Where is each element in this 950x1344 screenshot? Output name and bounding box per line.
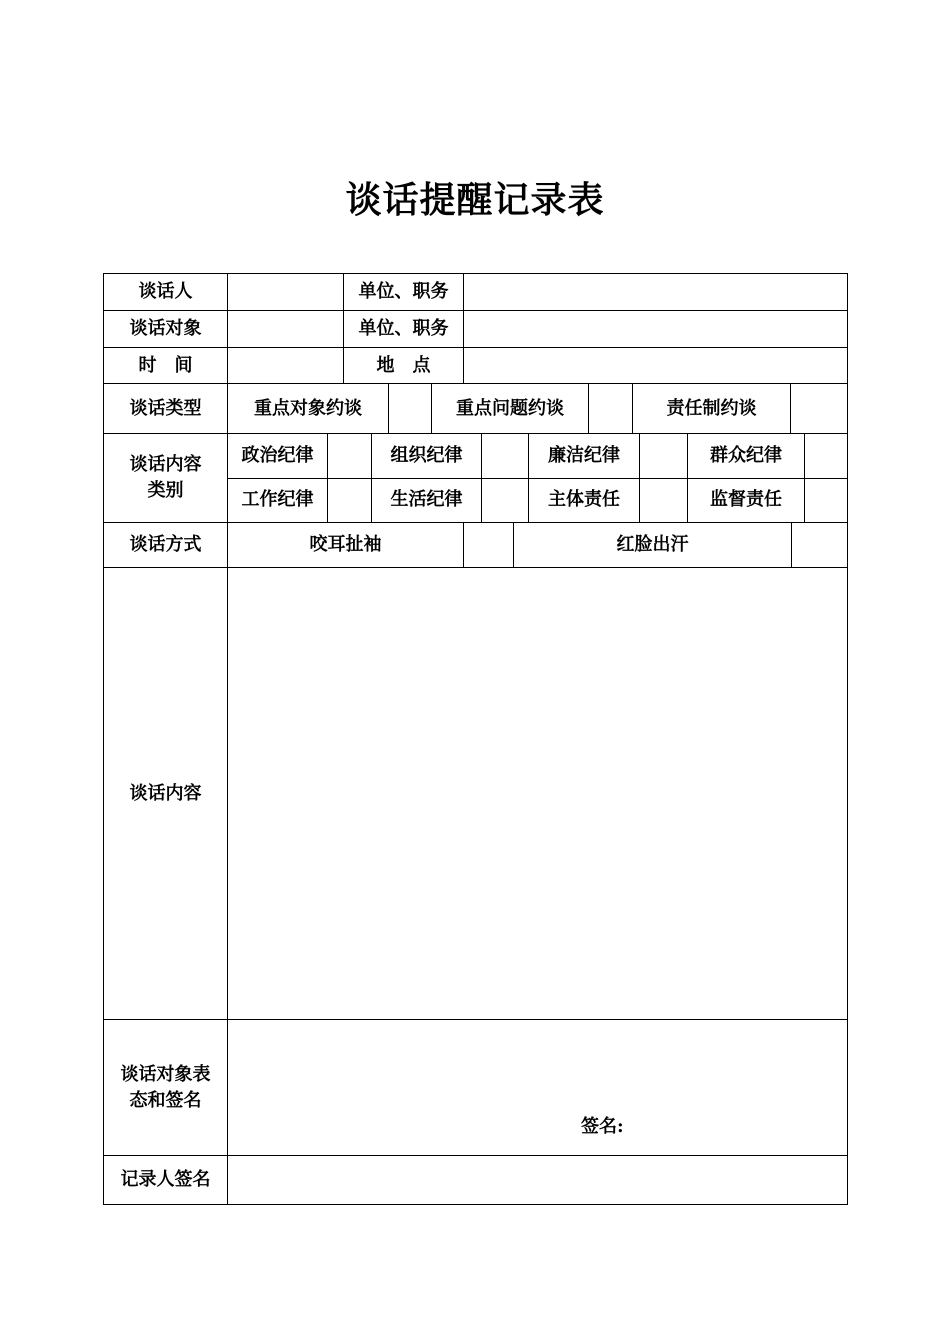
talk-type-option: 重点对象约谈	[228, 384, 389, 434]
category-checkbox[interactable]	[805, 479, 848, 524]
category-option: 监督责任	[688, 479, 805, 524]
statement-field[interactable]	[228, 1020, 848, 1156]
category-checkbox[interactable]	[482, 479, 529, 524]
statement-label-text: 谈话对象表态和签名	[120, 1063, 211, 1111]
category-checkbox[interactable]	[640, 434, 688, 479]
talker-field[interactable]	[228, 274, 344, 311]
talk-method-option: 咬耳扯袖	[228, 523, 464, 568]
place-field[interactable]	[464, 348, 848, 384]
talk-type-label: 谈话类型	[104, 384, 228, 434]
content-category-label	[104, 434, 228, 523]
form-title: 谈话提醒记录表	[345, 180, 605, 221]
talker-unit-field[interactable]	[464, 274, 848, 311]
recorder-signature-field[interactable]	[228, 1156, 848, 1205]
row-time-place	[104, 348, 848, 384]
record-table	[103, 273, 848, 1205]
time-field[interactable]	[228, 348, 344, 384]
category-checkbox[interactable]	[482, 434, 529, 479]
category-checkbox[interactable]	[640, 479, 688, 524]
talk-type-checkbox[interactable]	[589, 384, 633, 434]
row-recorder	[104, 1156, 848, 1205]
category-checkbox[interactable]	[805, 434, 848, 479]
row-statement	[104, 1020, 848, 1156]
category-option: 廉洁纪律	[529, 434, 640, 479]
category-option: 工作纪律	[228, 479, 328, 524]
talker-label: 谈话人	[104, 274, 228, 311]
row-talk-content	[104, 568, 848, 1020]
talk-type-option: 责任制约谈	[633, 384, 791, 434]
category-option: 组织纪律	[372, 434, 482, 479]
target-label: 谈话对象	[104, 311, 228, 348]
talker-unit-label: 单位、职务	[344, 274, 464, 311]
talk-type-option: 重点问题约谈	[432, 384, 589, 434]
talk-method-checkbox[interactable]	[464, 523, 514, 568]
content-category-label-text: 谈话内容类别	[129, 454, 202, 501]
target-field[interactable]	[228, 311, 344, 348]
target-unit-label: 单位、职务	[344, 311, 464, 348]
row-content-category	[104, 434, 848, 523]
category-line-1	[228, 434, 848, 479]
category-line-2	[228, 479, 848, 524]
category-checkbox[interactable]	[328, 479, 372, 524]
talk-method-label: 谈话方式	[104, 523, 228, 568]
row-talk-method	[104, 523, 848, 568]
talk-content-field[interactable]	[228, 568, 848, 1020]
row-talk-type	[104, 384, 848, 434]
talk-method-option: 红脸出汗	[514, 523, 792, 568]
recorder-label: 记录人签名	[104, 1156, 228, 1205]
row-target	[104, 311, 848, 348]
time-label: 时 间	[104, 348, 228, 384]
target-unit-field[interactable]	[464, 311, 848, 348]
talk-method-checkbox[interactable]	[792, 523, 848, 568]
category-option: 政治纪律	[228, 434, 328, 479]
talk-content-label: 谈话内容	[104, 568, 228, 1020]
category-checkbox[interactable]	[328, 434, 372, 479]
category-option: 主体责任	[529, 479, 640, 524]
category-grid	[228, 434, 848, 523]
talk-type-checkbox[interactable]	[791, 384, 848, 434]
signature-label: 签名:	[581, 1116, 624, 1137]
place-label: 地 点	[344, 348, 464, 384]
category-option: 生活纪律	[372, 479, 482, 524]
category-option: 群众纪律	[688, 434, 805, 479]
row-talker	[104, 274, 848, 311]
statement-label	[104, 1020, 228, 1156]
talk-type-checkbox[interactable]	[389, 384, 432, 434]
